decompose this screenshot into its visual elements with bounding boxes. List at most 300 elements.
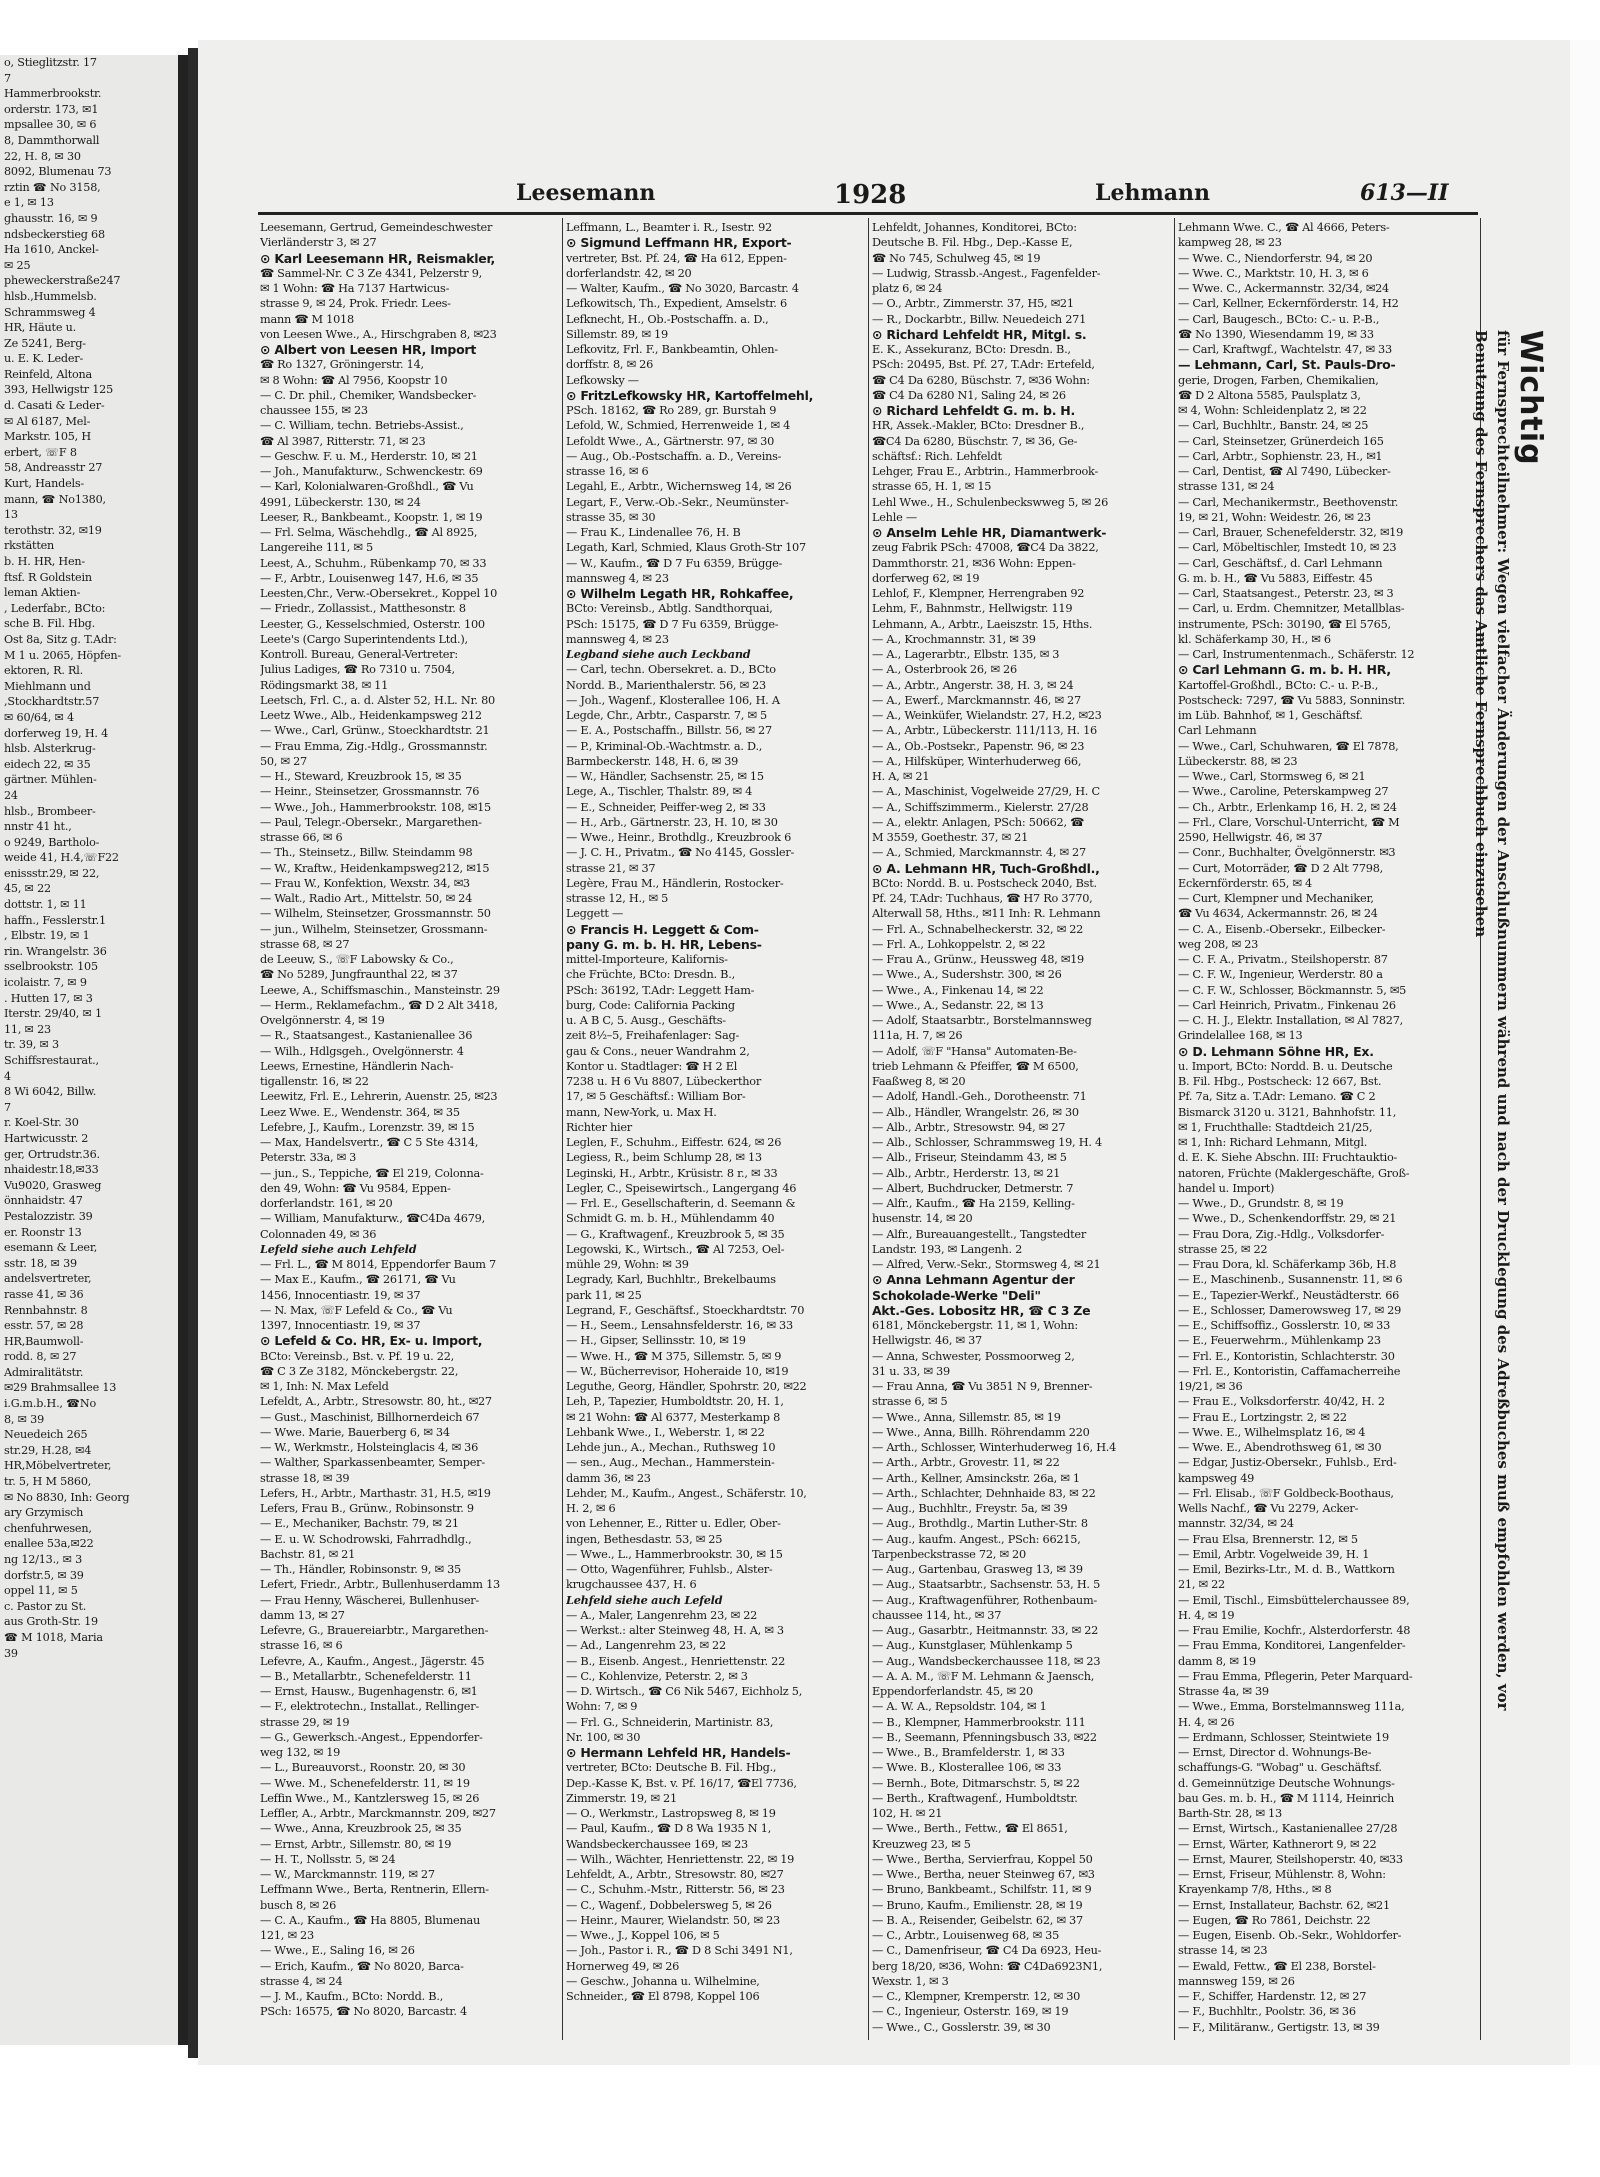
directory-entry-line: — Arth., Kellner, Amsinckstr. 26a, ✉ 1 [872, 1471, 1080, 1485]
directory-entry-line: — C., Kohlenvize, Peterstr. 2, ✉ 3 [566, 1669, 748, 1683]
left-page-line: terothstr. 32, ✉19 [4, 523, 102, 537]
directory-entry-line: — Carl, Buchhltr., Banstr. 24, ✉ 25 [1178, 419, 1369, 433]
directory-entry-line: trieb Lehmann & Pfeiffer, ☎ M 6500, [872, 1059, 1079, 1073]
directory-entry-line: ⊙ Sigmund Leffmann HR, Export- [566, 235, 792, 251]
directory-entry-line: — Adolf, ☏F "Hansa" Automaten-Be- [872, 1044, 1077, 1058]
left-page-line: dottstr. 1, ✉ 11 [4, 898, 87, 912]
directory-entry-line: den 49, Wohn: ☎ Vu 9584, Eppen- [260, 1181, 451, 1195]
directory-entry-line: bau Ges. m. b. H., ☎ M 1114, Heinrich [1178, 1791, 1394, 1805]
directory-entry-line: — Max E., Kaufm., ☎ 26171, ☎ Vu [260, 1273, 456, 1287]
directory-entry-line: — C. F. W., Schlosser, Böckmannstr. 5, ✉5 [1178, 983, 1407, 997]
directory-entry-line: Legrady, Karl, Buchhltr., Brekelbaums [566, 1273, 776, 1287]
directory-entry-line: park 11, ✉ 25 [566, 1288, 642, 1302]
directory-entry-line: — N. Max, ☏F Lefeld & Co., ☎ Vu [260, 1303, 453, 1317]
directory-entry-line: — Wwe. E., Abendrothsweg 61, ✉ 30 [1178, 1441, 1382, 1454]
left-page-line: enissstr.29, ✉ 22, [4, 866, 100, 880]
directory-entry-line: 102, H. ✉ 21 [872, 1807, 943, 1820]
directory-entry-line: — Carl, u. Erdm. Chemnitzer, Metallblas- [1178, 602, 1405, 616]
left-page-line: Schiffsrestaurat., [4, 1054, 99, 1067]
directory-entry-line: — Wwe., Emma, Borstelmannsweg 111a, [1178, 1700, 1405, 1714]
directory-entry-line: ⊙ Hermann Lehfeld HR, Handels- [566, 1745, 791, 1760]
directory-entry-line: — Aug., Gartenbau, Grasweg 13, ✉ 39 [872, 1563, 1083, 1576]
directory-entry-line: Krayenkamp 7/8, Hths., ✉ 8 [1178, 1883, 1332, 1897]
directory-entry-line: — Frau Henny, Wäscherei, Bullenhuser- [260, 1593, 479, 1607]
directory-entry-line: — Joh., Wagenf., Klosterallee 106, H. A [566, 693, 780, 707]
directory-entry-line: — Alb., Arbtr., Herderstr. 13, ✉ 21 [872, 1166, 1061, 1180]
directory-entry-line: Landstr. 193, ✉ Langenh. 2 [872, 1242, 1023, 1256]
directory-entry-line: — A. W. A., Repsoldstr. 104, ✉ 1 [872, 1700, 1047, 1714]
directory-entry-line: Lehder, M., Kaufm., Angest., Schäferstr. 10, [566, 1486, 807, 1500]
directory-entry-line: u. Import, BCto: Nordd. B. u. Deutsche [1178, 1059, 1393, 1073]
directory-entry-line: Schokolade-Werke "Deli" [872, 1287, 1041, 1303]
directory-entry-line: — Ch., Arbtr., Erlenkamp 16, H. 2, ✉ 24 [1178, 800, 1397, 814]
directory-column-2 [566, 220, 864, 2040]
left-page-line: er. Roonstr 13 [4, 1225, 82, 1239]
directory-entry-line: Lehl Wwe., H., Schulenbeckswweg 5, ✉ 26 [872, 495, 1109, 509]
directory-entry-line: — Frl., Clare, Vorschul-Unterricht, ☎ M [1178, 815, 1400, 829]
directory-entry-line: BCto: Vereinsb., Bst. v. Pf. 19 u. 22, [260, 1349, 454, 1363]
directory-entry-line: — Wwe., L., Hammerbrookstr. 30, ✉ 15 [566, 1547, 783, 1561]
directory-entry-line: Richter hier [566, 1120, 632, 1134]
directory-entry-line: Leesemann, Gertrud, Gemeindeschwester [260, 221, 493, 234]
directory-entry-line: — C. F. W., Ingenieur, Werderstr. 80 a [1178, 968, 1383, 982]
directory-entry-line: Lehfeldt, Johannes, Konditorei, BCto: [872, 221, 1077, 234]
directory-entry-line: — Frau E., Volksdorferstr. 40/42, H. 2 [1178, 1395, 1385, 1409]
directory-entry-line: — Wwe. C., Marktstr. 10, H. 3, ✉ 6 [1178, 266, 1369, 280]
directory-entry-line: strasse 16, ✉ 6 [566, 465, 649, 478]
directory-entry-line: — Wwe., Bertha, neuer Steinweg 67, ✉3 [872, 1868, 1095, 1881]
directory-entry-line: — Carl, Instrumentenmach., Schäferstr. 12 [1178, 648, 1415, 661]
directory-entry-line: — Carl, Geschäftsf., d. Carl Lehmann [1178, 556, 1383, 570]
directory-entry-line: — Alfr., Bureauangestellt., Tangstedter [872, 1227, 1086, 1241]
left-page-line: c. Pastor zu St. [4, 1599, 87, 1613]
directory-entry-line: — Frau Elsa, Brennerstr. 12, ✉ 5 [1178, 1532, 1358, 1546]
directory-entry-line: Lehfeld siehe auch Lefeld [566, 1592, 723, 1607]
left-page-line: mann, ☎ No1380, [4, 492, 106, 506]
directory-entry-line: 50, ✉ 27 [260, 754, 307, 768]
directory-entry-line: Leguthe, Georg, Händler, Spohrstr. 20, ✉22 [566, 1380, 807, 1393]
directory-entry-line: — Wwe., Anna, Billh. Röhrendamm 220 [872, 1425, 1090, 1439]
directory-entry-line: 19, ✉ 21, Wohn: Weidestr. 26, ✉ 23 [1178, 510, 1371, 524]
directory-entry-line: strasse 14, ✉ 23 [1178, 1944, 1268, 1958]
directory-entry-line: ⊙ Karl Leesemann HR, Reismakler, [260, 250, 496, 266]
directory-entry-line: — Wwe., Anna, Kreuzbrook 25, ✉ 35 [260, 1822, 462, 1836]
directory-entry-line: — Wilh., Hdlgsgeh., Ovelgönnerstr. 4 [260, 1044, 464, 1058]
directory-entry-line: — E., Maschinenb., Susannenstr. 11, ✉ 6 [1178, 1273, 1403, 1287]
directory-entry-line: ✉ 1, Inh: Richard Lehmann, Mitgl. [1178, 1136, 1368, 1149]
directory-entry-line: zeit 8½–5, Freihafenlager: Sag- [566, 1029, 740, 1043]
directory-entry-line: strasse 9, ✉ 24, Prok. Friedr. Lees- [260, 297, 451, 311]
left-page-line: 39 [4, 1646, 18, 1660]
directory-entry-line: — Wwe. M., Schenefelderstr. 11, ✉ 19 [260, 1776, 470, 1790]
directory-entry-line: — E., Feuerwehrm., Mühlenkamp 23 [1178, 1334, 1381, 1348]
directory-entry-line: Lefers, Frau B., Grünw., Robinsonstr. 9 [260, 1502, 474, 1515]
directory-entry-line: Kreuzweg 23, ✉ 5 [872, 1837, 971, 1851]
directory-entry-line: ☎ No 1390, Wiesendamm 19, ✉ 33 [1178, 327, 1374, 341]
left-page-line: ger, Ortrudstr.36. [4, 1147, 100, 1161]
directory-entry-line: — Frl. G., Schneiderin, Martinistr. 83, [566, 1715, 774, 1729]
left-page-line: esemann & Leer, [4, 1241, 98, 1255]
directory-entry-line: schäftsf.: Rich. Lehfeldt [872, 449, 1002, 463]
directory-entry-line: — Adolf, Handl.-Geh., Dorotheenstr. 71 [872, 1090, 1087, 1104]
directory-entry-line: — Aug., Wandsbeckerchaussee 118, ✉ 23 [872, 1654, 1101, 1668]
directory-entry-line: — Eugen, ☎ Ro 7861, Deichstr. 22 [1178, 1913, 1371, 1927]
directory-entry-line: Lefkowsky — [566, 373, 639, 387]
header-last-entry: Lehmann [1095, 180, 1210, 206]
directory-entry-line: Lehle — [872, 510, 917, 524]
directory-entry-line: — R., Dockarbtr., Billw. Neuedeich 271 [872, 312, 1087, 326]
directory-entry-line: Rödingsmarkt 38, ✉ 11 [260, 678, 389, 692]
left-page-line: rkstätten [4, 539, 55, 553]
left-page-line: sselbrookstr. 105 [4, 960, 98, 974]
directory-entry-line: — Carl, techn. Obersekret. a. D., BCto [566, 663, 776, 677]
directory-entry-line: — Wwe. Marie, Bauerberg 6, ✉ 34 [260, 1425, 450, 1439]
left-page-line: ✉ No 8830, Inh: Georg [4, 1490, 130, 1504]
directory-entry-line: Legiess, R., beim Schlump 28, ✉ 13 [566, 1151, 762, 1165]
directory-entry-line: Julius Ladiges, ☎ Ro 7310 u. 7504, [260, 663, 455, 677]
directory-entry-line: Legde, Chr., Arbtr., Casparstr. 7, ✉ 5 [566, 709, 767, 722]
directory-entry-line: Hellwigstr. 46, ✉ 37 [872, 1334, 982, 1348]
directory-entry-line: Kartoffel-Großhdl., BCto: C.- u. P.-B., [1178, 678, 1379, 692]
directory-entry-line: H. 4, ✉ 26 [1178, 1715, 1235, 1729]
directory-entry-line: handel u. Import) [1178, 1181, 1275, 1195]
directory-entry-line: — Ernst, Hausw., Bugenhagenstr. 6, ✉1 [260, 1685, 478, 1698]
directory-entry-line: — Wwe., Heinr., Brothdlg., Kreuzbrook 6 [566, 831, 792, 844]
directory-entry-line: — Frl. A., Schnabelheckerstr. 32, ✉ 22 [872, 922, 1084, 936]
directory-entry-line: — F., Militäranw., Gertigstr. 13, ✉ 39 [1178, 2020, 1380, 2034]
directory-entry-line: Langereihe 111, ✉ 5 [260, 541, 373, 555]
directory-entry-line: von Leesen Wwe., A., Hirschgraben 8, ✉23 [260, 327, 497, 341]
directory-entry-line: — H., Seem., Lensahnsfelderstr. 16, ✉ 33 [566, 1319, 793, 1332]
directory-entry-line: — G., Gewerksch.-Angest., Eppendorfer- [260, 1730, 483, 1744]
directory-entry-line: — Wwe., C., Gosslerstr. 39, ✉ 30 [872, 2020, 1051, 2034]
directory-entry-line: kampsweg 49 [1178, 1471, 1255, 1485]
left-page-line: Hammerbrookstr. [4, 87, 102, 101]
directory-entry-line: ☎ Vu 4634, Ackermannstr. 26, ✉ 24 [1178, 907, 1378, 921]
left-page-line: M 1 u. 2065, Höpfen- [4, 648, 121, 662]
page-header [198, 180, 1570, 210]
directory-entry-line: — Joh., Pastor i. R., ☎ D 8 Schi 3491 N1, [566, 1944, 793, 1958]
directory-entry-line: BCto: Nordd. B. u. Postscheck 2040, Bst. [872, 876, 1097, 890]
directory-entry-line: — Paul, Kaufm., ☎ D 8 Wa 1935 N 1, [566, 1822, 772, 1836]
directory-entry-line: — Albert, Buchdrucker, Detmerstr. 7 [872, 1181, 1074, 1195]
directory-entry-line: — B., Metallarbtr., Schenefelderstr. 11 [260, 1669, 472, 1683]
left-page-line: dorferweg 19, H. 4 [4, 726, 109, 740]
left-page-line: Admiralitätstr. [4, 1365, 84, 1379]
directory-entry-line: — Aug., Kraftwagenführer, Rothenbaum- [872, 1593, 1097, 1607]
directory-entry-line: tigallenstr. 16, ✉ 22 [260, 1075, 369, 1088]
directory-entry-line: zeug Fabrik PSch: 47008, ☎C4 Da 3822, [872, 541, 1099, 555]
directory-entry-line: — Ludwig, Strassb.-Angest., Fagenfelder- [872, 266, 1101, 280]
left-page-line: . Hutten 17, ✉ 3 [4, 991, 93, 1005]
directory-entry-line: strasse 6, ✉ 5 [872, 1395, 948, 1409]
directory-entry-line: — Wwe., D., Grundstr. 8, ✉ 19 [1178, 1197, 1344, 1210]
left-page-line: ✉29 Brahmsallee 13 [4, 1381, 117, 1395]
left-page-line: ng 12/13., ✉ 3 [4, 1553, 83, 1566]
left-page-fragment [0, 55, 188, 2045]
left-page-line: 8092, Blumenau 73 [4, 165, 112, 179]
directory-entry-line: Wexstr. 1, ✉ 3 [872, 1974, 949, 1988]
side-notice [1472, 330, 1554, 1780]
directory-entry-line: — Curt, Motorräder, ☎ D 2 Alt 7798, [1178, 861, 1384, 875]
directory-entry-line: — Erdmann, Schlosser, Steintwiete 19 [1178, 1730, 1389, 1744]
directory-entry-line: Lehde jun., A., Mechan., Ruthsweg 10 [566, 1441, 776, 1454]
directory-entry-line: ⊙ D. Lehmann Söhne HR, Ex. [1178, 1043, 1374, 1059]
directory-entry-line: strasse 21, ✉ 37 [566, 861, 656, 875]
directory-entry-line: — Frau Anna, ☎ Vu 3851 N 9, Brenner- [872, 1380, 1093, 1393]
directory-entry-line: ☎ Sammel-Nr. C 3 Ze 4341, Pelzerstr 9, [260, 266, 483, 280]
directory-entry-line: — Walther, Sparkassenbeamter, Semper- [260, 1456, 485, 1470]
directory-entry-line: Legowski, K., Wirtsch., ☎ Al 7253, Oel- [566, 1242, 785, 1256]
directory-entry-line: B. Fil. Hbg., Postscheck: 12 667, Bst. [1178, 1075, 1382, 1088]
directory-entry-line: Legath, Karl, Schmied, Klaus Groth-Str 107 [566, 541, 806, 555]
directory-entry-line: — Arth., Schlachter, Dehnhaide 83, ✉ 22 [872, 1486, 1096, 1500]
directory-entry-line: — Aug., Buchhltr., Freystr. 5a, ✉ 39 [872, 1502, 1068, 1515]
directory-entry-line: Lübeckerstr. 88, ✉ 23 [1178, 754, 1298, 768]
directory-entry-line: — A., Lagerarbtr., Elbstr. 135, ✉ 3 [872, 648, 1060, 661]
directory-entry-line: — E., Mechaniker, Bachstr. 79, ✉ 21 [260, 1517, 459, 1531]
directory-entry-line: husenstr. 14, ✉ 20 [872, 1212, 973, 1226]
directory-entry-line: Lehm, F., Bahnmstr., Hellwigstr. 119 [872, 602, 1073, 616]
directory-entry-line: — Carl, Baugesch., BCto: C.- u. P.-B., [1178, 312, 1380, 326]
directory-entry-line: — C. William, techn. Betriebs-Assist., [260, 419, 464, 433]
left-page-line: Miehlmann und [4, 679, 91, 693]
directory-entry-line: — A., Osterbrook 26, ✉ 26 [872, 663, 1017, 677]
directory-entry-line: chaussee 114, ht., ✉ 37 [872, 1608, 1002, 1622]
directory-entry-line: — Wwe., Carl, Grünw., Stoeckhardtstr. 21 [260, 724, 490, 738]
directory-entry-line: Grindelallee 168, ✉ 13 [1178, 1029, 1303, 1043]
left-page-line: Iterstr. 29/40, ✉ 1 [4, 1007, 102, 1021]
left-page-line: Reinfeld, Altona [4, 367, 93, 381]
directory-entry-line: — Max, Handelsvertr., ☎ C 5 Ste 4314, [260, 1136, 479, 1149]
directory-entry-line: PSch: 15175, ☎ D 7 Fu 6359, Brügge- [566, 617, 779, 631]
left-page-line: Vu9020, Grasweg [4, 1178, 102, 1192]
left-page-line: dorfstr.5, ✉ 39 [4, 1568, 84, 1582]
left-page-line: leman Aktien- [4, 586, 81, 600]
directory-entry-line: — Alb., Händler, Wrangelstr. 26, ✉ 30 [872, 1105, 1079, 1119]
directory-entry-line: Eckernförderstr. 65, ✉ 4 [1178, 876, 1312, 890]
directory-entry-line: — Wwe., Carl, Stormsweg 6, ✉ 21 [1178, 770, 1366, 783]
left-page-line: HR, Häute u. [4, 321, 76, 335]
directory-entry-line: 4991, Lübeckerstr. 130, ✉ 24 [260, 495, 421, 509]
directory-entry-line: — A., Arbtr., Lübeckerstr. 111/113, H. 16 [872, 724, 1097, 738]
directory-entry-line: Barmbeckerstr. 148, H. 6, ✉ 39 [566, 754, 739, 768]
directory-entry-line: strasse 4, ✉ 24 [260, 1974, 343, 1988]
directory-entry-line: — E., Tapezier-Werkf., Neustädterstr. 66 [1178, 1288, 1400, 1302]
directory-entry-line: kampweg 28, ✉ 23 [1178, 236, 1282, 250]
left-page-line: 8, ✉ 39 [4, 1412, 44, 1426]
left-page-line: rodd. 8, ✉ 27 [4, 1350, 77, 1364]
directory-entry-line: Nr. 100, ✉ 30 [566, 1730, 641, 1744]
left-page-line: Ha 1610, Anckel- [4, 243, 99, 257]
directory-entry-line: — Ernst, Maurer, Steilshoperstr. 40, ✉33 [1178, 1852, 1403, 1866]
directory-column-3 [872, 220, 1170, 2040]
left-page-line: nnstr 41 ht., [4, 820, 72, 834]
directory-entry-line: H. 4, ✉ 19 [1178, 1608, 1235, 1622]
directory-entry-line: — Frau W., Konfektion, Wexstr. 34, ✉3 [260, 876, 470, 890]
directory-entry-line: ⊙ Lefeld & Co. HR, Ex- u. Import, [260, 1333, 483, 1349]
directory-entry-line: — Carl, Steinsetzer, Grünerdeich 165 [1178, 434, 1384, 448]
directory-entry-line: — A. A. M., ☏F M. Lehmann & Jaensch, [872, 1669, 1095, 1683]
directory-entry-line: — B., Klempner, Hammerbrookstr. 111 [872, 1715, 1086, 1729]
directory-entry-line: — Frl. L., ☎ M 8014, Eppendorfer Baum 7 [260, 1258, 496, 1271]
directory-entry-line: d. Gemeinnützige Deutsche Wohnungs- [1178, 1776, 1395, 1790]
directory-entry-line: — C. A., Eisenb.-Obersekr., Eilbecker- [1178, 922, 1386, 936]
left-page-line: 8, Dammthorwall [4, 133, 100, 147]
directory-entry-line: — F., elektrotechn., Installat., Rellinger- [260, 1700, 479, 1714]
left-page-line: hlsb.,Hummelsb. [4, 289, 97, 303]
directory-entry-line: — Paul, Telegr.-Obersekr., Margarethen- [260, 815, 482, 829]
directory-entry-line: — Carl, Arbtr., Sophienstr. 23, H., ✉1 [1178, 449, 1383, 463]
directory-entry-line: — Frl. E., Kontoristin, Caffamacherreihe [1178, 1364, 1401, 1378]
directory-entry-line: — Wwe., Anna, Sillemstr. 85, ✉ 19 [872, 1410, 1061, 1424]
directory-entry-line: natoren, Früchte (Maklergeschäfte, Groß- [1178, 1166, 1410, 1180]
directory-entry-line: gau & Cons., neuer Wandrahm 2, [566, 1044, 750, 1058]
directory-entry-line: — D. Wirtsch., ☎ C6 Nik 5467, Eichholz 5, [566, 1685, 803, 1698]
left-page-line: e 1, ✉ 13 [4, 196, 54, 210]
left-page-line: tr. 5, H M 5860, [4, 1475, 92, 1489]
directory-entry-line: Leeser, R., Bankbeamt., Koopstr. 1, ✉ 19 [260, 510, 483, 524]
directory-entry-line: — J. C. H., Privatm., ☎ No 4145, Gossler- [566, 846, 795, 860]
directory-entry-line: — Carl Heinrich, Privatm., Finkenau 26 [1178, 998, 1396, 1012]
directory-entry-line: burg, Code: California Packing [566, 998, 735, 1012]
directory-entry-line: — W., Werkmstr., Holsteinglacis 4, ✉ 36 [260, 1441, 479, 1454]
directory-entry-line: ✉ 8 Wohn: ☎ Al 7956, Koopstr 10 [260, 373, 448, 387]
directory-entry-line: Legrand, F., Geschäftsf., Stoeckhardtstr. 70 [566, 1303, 805, 1317]
directory-entry-line: — Wwe. H., ☎ M 375, Sillemstr. 5, ✉ 9 [566, 1349, 782, 1363]
directory-entry-line: M 3559, Goethestr. 37, ✉ 21 [872, 831, 1029, 844]
directory-entry-line: — C. H. J., Elektr. Installation, ✉ Al 7827, [1178, 1014, 1403, 1027]
directory-entry-line: — Carl, Kellner, Eckernförderstr. 14, H2 [1178, 297, 1399, 311]
directory-entry-line: ☎ D 2 Altona 5585, Paulsplatz 3, [1178, 388, 1361, 402]
column-divider [1174, 218, 1175, 2040]
directory-entry-line: Pf. 24, T.Adr: Tuchhaus, ☎ H7 Ro 3770, [872, 892, 1093, 905]
directory-entry-line: — Wwe., D., Schenkendorffstr. 29, ✉ 21 [1178, 1212, 1397, 1226]
directory-entry-line: — A., Arbtr., Angerstr. 38, H. 3, ✉ 24 [872, 678, 1074, 692]
directory-entry-line: — Wwe. E., Wilhelmsplatz 16, ✉ 4 [1178, 1425, 1366, 1439]
directory-entry-line: — H. T., Nollsstr. 5, ✉ 24 [260, 1852, 396, 1866]
directory-entry-line: — Emil, Arbtr. Vogelweide 39, H. 1 [1178, 1547, 1370, 1561]
directory-entry-line: PSch: 20495, Bst. Pf. 27, T.Adr: Ertefeld, [872, 358, 1095, 372]
directory-entry-line: ☎ C4 Da 6280 N1, Saling 24, ✉ 26 [872, 388, 1066, 402]
directory-entry-line: Leetsch, Frl. C., a. d. Alster 52, H.L. Nr. 80 [260, 693, 495, 707]
directory-entry-line: kl. Schäferkamp 30, H., ✉ 6 [1178, 632, 1331, 646]
directory-entry-line: — Friedr., Zollassist., Matthesonstr. 8 [260, 602, 466, 616]
directory-entry-line: mann, New-York, u. Max H. [566, 1105, 717, 1119]
directory-entry-line: — Conr., Buchhalter, Övelgönnerstr. ✉3 [1178, 846, 1396, 860]
directory-entry-line: — Ernst, Wärter, Kathnerort 9, ✉ 22 [1178, 1837, 1377, 1851]
directory-entry-line: ⊙ Albert von Leesen HR, Import [260, 342, 477, 357]
directory-entry-line: Bachstr. 81, ✉ 21 [260, 1547, 356, 1561]
directory-entry-line: — Frl. A., Lohkoppelstr. 2, ✉ 22 [872, 937, 1046, 951]
directory-entry-line: Leffmann, L., Beamter i. R., Isestr. 92 [566, 221, 772, 234]
directory-entry-line: — Aug., Kunstglaser, Mühlenkamp 5 [872, 1639, 1073, 1653]
directory-entry-line: Barth-Str. 28, ✉ 13 [1178, 1807, 1282, 1820]
directory-entry-line: 19/21, ✉ 36 [1178, 1380, 1243, 1393]
directory-entry-line: PSch: 16575, ☎ No 8020, Barcastr. 4 [260, 2005, 467, 2019]
directory-entry-line: — Curt, Klempner und Mechaniker, [1178, 892, 1374, 905]
directory-entry-line: — Ernst, Wirtsch., Kastanienallee 27/28 [1178, 1822, 1398, 1836]
directory-entry-line: — O., Werkmstr., Lastropsweg 8, ✉ 19 [566, 1807, 776, 1820]
directory-entry-line: ⊙ Anna Lehmann Agentur der [872, 1272, 1075, 1288]
directory-entry-line: Kontroll. Bureau, General-Vertreter: [260, 648, 458, 661]
directory-entry-line: — Aug., Staatsarbtr., Sachsenstr. 53, H. 5 [872, 1578, 1101, 1592]
side-notice-text: für Fernsprechteilnehmer: Wegen vielfacher Änderungen der Anschlußnummern während und nach der Drucklegung des Adreßbuches muß empfohlen werden, vor Benutzung des Fernsprechers das Amtliche Fernsprechbuch einzusehen [1472, 330, 1512, 1711]
directory-entry-line: — Frl. Selma, Wäschehdlg., ☎ Al 8925, [260, 526, 478, 539]
left-page-line: sche B. Fil. Hbg. [4, 617, 95, 631]
directory-entry-line: — Walter, Kaufm., ☎ No 3020, Barcastr. 4 [566, 282, 799, 295]
directory-entry-line: ✉ 1 Wohn: ☎ Ha 7137 Hartwicus- [260, 282, 450, 295]
directory-entry-line: strasse 29, ✉ 19 [260, 1715, 350, 1729]
directory-entry-line: — W., Kaufm., ☎ D 7 Fu 6359, Brügge- [566, 556, 783, 570]
directory-entry-line: dorferlandstr. 161, ✉ 20 [260, 1197, 393, 1210]
directory-entry-line: — G., Kraftwagenf., Kreuzbrook 5, ✉ 35 [566, 1227, 785, 1241]
directory-entry-line: Leewe, A., Schiffsmaschin., Mansteinstr. 29 [260, 983, 500, 997]
directory-entry-line: strasse 12, H., ✉ 5 [566, 892, 669, 905]
directory-entry-line: Hornerweg 49, ✉ 26 [566, 1959, 680, 1973]
directory-entry-line: — Arth., Arbtr., Grovestr. 11, ✉ 22 [872, 1456, 1060, 1470]
directory-entry-line: Lefknecht, H., Ob.-Postschaffn. a. D., [566, 312, 769, 326]
directory-entry-line: im Lüb. Bahnhof, ✉ 1, Geschäftsf. [1178, 709, 1363, 722]
left-page-line: rasse 41, ✉ 36 [4, 1287, 84, 1301]
directory-entry-line: — Wwe., Bertha, Servierfrau, Koppel 50 [872, 1852, 1093, 1866]
directory-entry-line: Legahl, E., Arbtr., Wichernsweg 14, ✉ 26 [566, 480, 792, 494]
directory-entry-line: Lefebre, J., Kaufm., Lorenzstr. 39, ✉ 15 [260, 1120, 475, 1134]
directory-entry-line: Schmidt G. m. b. H., Mühlendamm 40 [566, 1212, 775, 1226]
directory-entry-line: mann ☎ M 1018 [260, 312, 354, 326]
directory-entry-line: — Wilhelm, Steinsetzer, Grossmannstr. 50 [260, 907, 491, 921]
directory-entry-line: — F., Arbtr., Louisenweg 147, H.6, ✉ 35 [260, 571, 479, 585]
directory-entry-line: Leginski, H., Arbtr., Krüsistr. 8 r., ✉ 33 [566, 1166, 778, 1180]
directory-entry-line: d. E. K. Siehe Abschn. III: Fruchtauktio- [1178, 1151, 1398, 1165]
directory-entry-line: — A., Schiffszimmerm., Kielerstr. 27/28 [872, 800, 1089, 814]
directory-entry-line: — Th., Steinsetz., Billw. Steindamm 98 [260, 846, 473, 860]
directory-entry-line: — Wwe., Berth., Fettw., ☎ El 8651, [872, 1822, 1068, 1836]
directory-entry-line: — Wwe., J., Koppel 106, ✉ 5 [566, 1929, 720, 1942]
directory-entry-line: ☎ Al 3987, Ritterstr. 71, ✉ 23 [260, 434, 426, 448]
left-page-line: d. Casati & Leder- [4, 399, 105, 413]
left-page-line: rin. Wrangelstr. 36 [4, 944, 107, 958]
directory-entry-line: — Bruno, Kaufm., Emilienstr. 28, ✉ 19 [872, 1898, 1083, 1912]
directory-entry-line: Sillemstr. 89, ✉ 19 [566, 327, 668, 341]
directory-entry-line: Lefert, Friedr., Arbtr., Bullenhuserdamm 13 [260, 1578, 500, 1592]
left-page-line: 393, Hellwigstr 125 [4, 383, 114, 397]
directory-entry-line: strasse 68, ✉ 27 [260, 937, 350, 951]
directory-entry-line: ⊙ Wilhelm Legath HR, Rohkaffee, [566, 586, 794, 601]
directory-entry-line: berg 18/20, ✉36, Wohn: ☎ C4Da6923N1, [872, 1959, 1103, 1973]
left-page-line: u. E. K. Leder- [4, 352, 84, 366]
directory-entry-line: ✉ 21 Wohn: ☎ Al 6377, Mesterkamp 8 [566, 1410, 781, 1424]
directory-entry-line: ☎ No 5289, Jungfraunthal 22, ✉ 37 [260, 968, 458, 982]
directory-entry-line: Carl Lehmann [1178, 724, 1257, 738]
directory-entry-line: busch 8, ✉ 26 [260, 1898, 337, 1912]
directory-entry-line: — Wwe., Caroline, Peterskampweg 27 [1178, 785, 1389, 799]
directory-entry-line: — Carl, Mechanikermstr., Beethovenstr. [1178, 495, 1399, 509]
directory-entry-line: Lefeldt, A., Arbtr., Stresowstr. 80, ht., ✉27 [260, 1395, 492, 1409]
directory-entry-line: — Wwe. B., Klosterallee 106, ✉ 33 [872, 1761, 1062, 1775]
directory-entry-line: Leffin Wwe., M., Kantzlersweg 15, ✉ 26 [260, 1791, 480, 1805]
directory-entry-line: instrumente, PSch: 30190, ☎ El 5765, [1178, 617, 1391, 631]
directory-page [198, 40, 1570, 2065]
directory-entry-line: — Herm., Reklamefachm., ☎ D 2 Alt 3418, [260, 998, 498, 1012]
directory-entry-line: — Geschw. F. u. M., Herderstr. 10, ✉ 21 [260, 449, 478, 463]
directory-entry-line: che Früchte, BCto: Dresdn. B., [566, 968, 735, 982]
directory-entry-line: — Wwe., A., Finkenau 14, ✉ 22 [872, 983, 1044, 997]
directory-entry-line: — Ewald, Fettw., ☎ El 238, Borstel- [1178, 1959, 1376, 1973]
left-page-line: b. H. HR, Hen- [4, 555, 85, 568]
directory-entry-line: damm 36, ✉ 23 [566, 1471, 651, 1485]
left-page-line: o, Stieglitzstr. 17 [4, 56, 97, 69]
